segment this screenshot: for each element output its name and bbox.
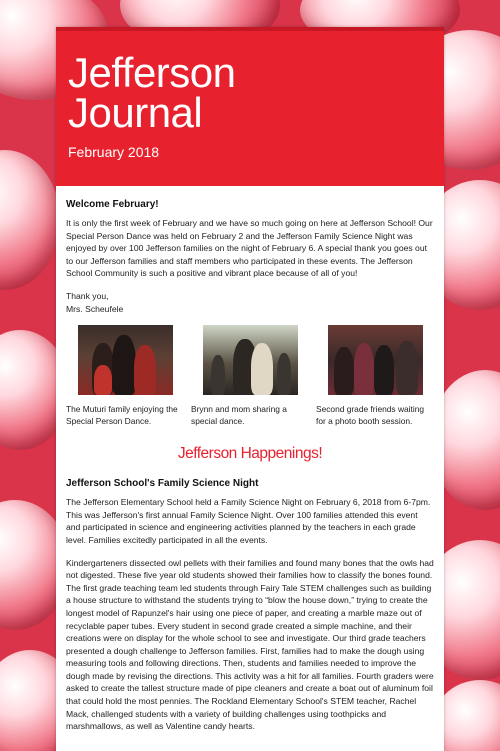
candy-heart: [0, 150, 60, 290]
newsletter-card: [56, 27, 444, 751]
photo-muturi-family: [78, 325, 173, 395]
issue-date: February 2018: [68, 144, 160, 160]
photo-gallery: [66, 325, 434, 427]
welcome-signoff: [66, 290, 434, 315]
signature-text: Mrs. Scheufele: [66, 303, 124, 314]
photo-item: [191, 325, 309, 427]
photo-caption: The Muturi family enjoying the Special Person Dance.: [66, 404, 178, 427]
section-title: Jefferson Happenings!: [177, 445, 323, 463]
welcome-body: It is only the first week of February and we have so much going on here at Jefferson School! Our Special Person Dance was held on February 2 and the Jefferson Family Science Night was enjoyed by over 100 Jefferson families on the night of February 6. A special thank you goes out to our Jefferson families and staff members who participated in these events. The Jefferson School Community is such a positive and vibrant place because of all of you!: [66, 218, 433, 279]
title-line-2: Journal: [68, 89, 203, 136]
newsletter-content: [56, 186, 444, 733]
title-line-1: Jefferson: [68, 49, 236, 96]
article-heading: Jefferson School's Family Science Night: [66, 478, 259, 490]
article-paragraph: The Jefferson Elementary School held a Family Science Night on February 6, 2018 from 6-7pm. This was Jefferson's first annual Family Science Night. Over 100 families attended this event and participated in science and engineering activities planned by the teachers in each grade level. Families excitedly participated in all the events.: [66, 497, 431, 545]
photo-second-grade-friends: [328, 325, 423, 395]
article-paragraph: Kindergarteners dissected owl pellets with their families and found many bones that the owls had not digested. These five year old students showed their families how to classify the bones found. The first grade teaching team led students through Fairy Tale STEM challenges such as building a house structure to withstand the students trying to “blow the house down,” trying to create the longest model of Rapunzel's hair using one piece of paper, and creating a marble maze out of recyclable paper tubes. Every student in second grade created a simple machine, and their creations were on display for the whole school to see and investigate. Our third grade teachers presented a dough challenge to Jefferson families. First, families had to make the dough using measuring tools and following directions. Then, students and families needed to improve the dough made by revising the directions. This activity was a hit for all families. Fourth graders were asked to create the tallest structure made of pipe cleaners and create a boat out of aluminum foil that could hold the most pennies. The Rockland Elementary School's STEM teacher, Rachel Mack, challenged students with a variety of building challenges using toothpicks and marshmallows, as well as Valentine candy hearts.: [66, 557, 434, 732]
newsletter-title: [68, 49, 428, 136]
welcome-heading: Welcome February!: [66, 199, 159, 210]
photo-brynn-and-mom: [203, 325, 298, 395]
photo-item: [66, 325, 184, 427]
closing-text: Thank you,: [66, 290, 109, 301]
photo-caption: Second grade friends waiting for a photo booth session.: [316, 404, 425, 427]
photo-item: [316, 325, 434, 427]
masthead: [56, 27, 444, 186]
photo-caption: Brynn and mom sharing a special dance.: [191, 404, 287, 427]
